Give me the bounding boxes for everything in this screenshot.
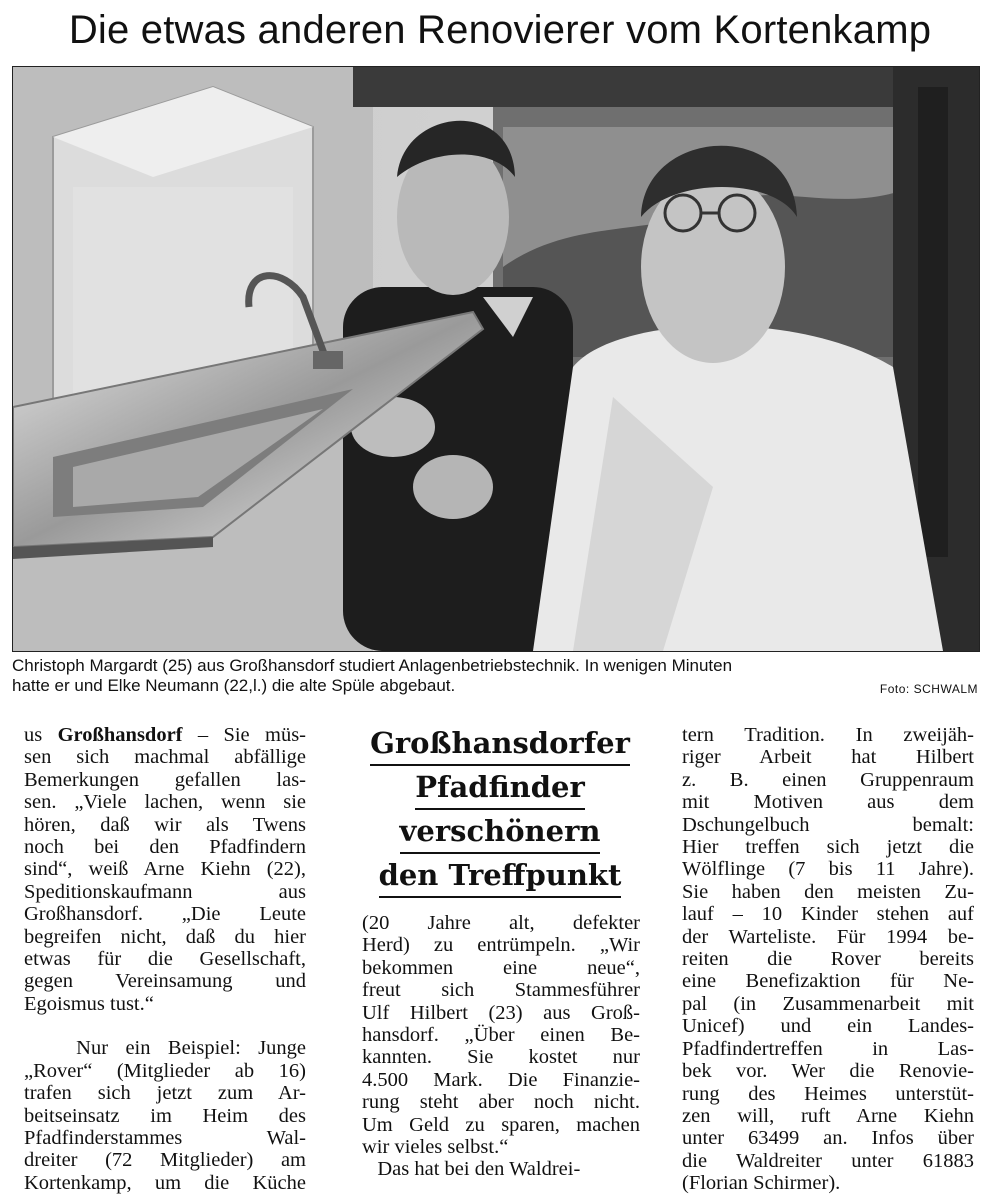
text-line: Sie haben den meisten Zu- bbox=[682, 880, 974, 903]
subheadline-line: den Treffpunkt bbox=[379, 854, 622, 898]
text-line: der Warteliste. Für 1994 be- bbox=[682, 925, 974, 948]
text-line: Kortenkamp, um die Küche bbox=[24, 1171, 306, 1194]
text-line: beitseinsatz im Heim des bbox=[24, 1104, 306, 1127]
caption-line-2: hatte er und Elke Neumann (22,l.) die alte Spüle abgebaut. bbox=[12, 676, 456, 695]
text-line: sen. „Viele lachen, wenn sie bbox=[24, 791, 306, 814]
text-line: Ulf Hilbert (23) aus Groß- bbox=[362, 1001, 640, 1024]
text-line: reiten die Rover bereits bbox=[682, 948, 974, 971]
article-subheadline bbox=[356, 722, 644, 898]
text-line: Großhansdorf. „Die Leute bbox=[24, 903, 306, 926]
lead-prefix: us bbox=[24, 724, 58, 746]
lead-line bbox=[24, 724, 306, 746]
text-line: „Rover“ (Mitglieder ab 16) bbox=[24, 1059, 306, 1082]
text-line: z. B. einen Gruppenraum bbox=[682, 768, 974, 791]
text-line: Speditionskaufmann aus bbox=[24, 880, 306, 903]
text-line: rung steht aber noch nicht. bbox=[362, 1091, 640, 1114]
text-line: eine Benefizaktion für Ne- bbox=[682, 970, 974, 993]
text-line: Pfadfinderstammes Wal- bbox=[24, 1126, 306, 1149]
text-line: kannten. Sie kostet nur bbox=[362, 1046, 640, 1069]
text-line: Bemerkungen gefallen las- bbox=[24, 768, 306, 791]
text-line: Herd) zu entrümpeln. „Wir bbox=[362, 934, 640, 957]
text-line: bekommen eine neue“, bbox=[362, 956, 640, 979]
subheadline-line: verschönern bbox=[400, 810, 601, 854]
text-line: Hier treffen sich jetzt die bbox=[682, 836, 974, 859]
text-line: etwas für die Gesellschaft, bbox=[24, 948, 306, 971]
text-line: unter 63499 an. Infos über bbox=[682, 1127, 974, 1150]
text-line: wir vieles selbst.“ bbox=[362, 1136, 509, 1159]
article-column-3 bbox=[682, 724, 974, 1195]
text-line: Um Geld zu sparen, machen bbox=[362, 1113, 640, 1136]
photo-credit: Foto: SCHWALM bbox=[879, 682, 978, 696]
text-line: Egoismus tust.“ bbox=[24, 992, 154, 1015]
text-line: rung des Heimes unterstüt- bbox=[682, 1082, 974, 1105]
text-line: zen will, ruft Arne Kiehn bbox=[682, 1104, 974, 1127]
subheadline-line: Pfadfinder bbox=[415, 766, 585, 810]
text-line: hören, daß wir als Twens bbox=[24, 813, 306, 836]
text-line: pal (in Zusammenarbeit mit bbox=[682, 992, 974, 1015]
text-line: mit Motiven aus dem bbox=[682, 791, 974, 814]
text-line: begreifen nicht, daß du hier bbox=[24, 925, 306, 948]
text-line: (Florian Schirmer). bbox=[682, 1172, 841, 1195]
text-line: die Waldreiter unter 61883 bbox=[682, 1149, 974, 1172]
text-line: Unicef) und ein Landes- bbox=[682, 1015, 974, 1038]
text-line: bek vor. Wer die Renovie- bbox=[682, 1060, 974, 1083]
text-line: dreiter (72 Mitglieder) am bbox=[24, 1149, 306, 1172]
text-line: gegen Vereinsamung und bbox=[24, 970, 306, 993]
text-line: sen sich machmal abfällige bbox=[24, 746, 306, 769]
text-line: freut sich Stammesführer bbox=[362, 979, 640, 1002]
text-line: Wölflinge (7 bis 11 Jahre). bbox=[682, 858, 974, 881]
article-column-1 bbox=[24, 724, 306, 1194]
text-line: Dschungelbuch bemalt: bbox=[682, 813, 974, 836]
text-line: lauf – 10 Kinder stehen auf bbox=[682, 903, 974, 926]
text-line: Das hat bei den Waldrei- bbox=[362, 1158, 581, 1181]
text-line: Nur ein Beispiel: Junge bbox=[24, 1037, 306, 1060]
article-photo bbox=[12, 66, 980, 652]
subheadline-line: Großhansdorfer bbox=[370, 722, 630, 766]
photo-caption bbox=[12, 656, 978, 696]
article-column-2 bbox=[362, 912, 640, 1181]
text-line: Pfadfindertreffen in Las- bbox=[682, 1037, 974, 1060]
text-line: riger Arbeit hat Hilbert bbox=[682, 746, 974, 769]
text-line: 4.500 Mark. Die Finanzie- bbox=[362, 1068, 640, 1091]
caption-line-1: Christoph Margardt (25) aus Großhansdorf studiert Anlagenbetriebstechnik. In wenigen Minuten bbox=[12, 656, 733, 675]
text-line: (20 Jahre alt, defekter bbox=[362, 912, 640, 934]
article-headline: Die etwas anderen Renovierer vom Kortenkamp bbox=[68, 8, 932, 52]
dateline-city: Großhansdorf bbox=[57, 724, 183, 746]
lead-rest: – Sie müs- bbox=[182, 724, 306, 746]
text-line: hansdorf. „Über einen Be- bbox=[362, 1024, 640, 1047]
text-line: tern Tradition. In zweijäh- bbox=[682, 724, 974, 746]
text-line: sind“, weiß Arne Kiehn (22), bbox=[24, 858, 306, 881]
text-line: trafen sich jetzt zum Ar- bbox=[24, 1082, 306, 1105]
text-line: noch bei den Pfadfindern bbox=[24, 836, 306, 859]
